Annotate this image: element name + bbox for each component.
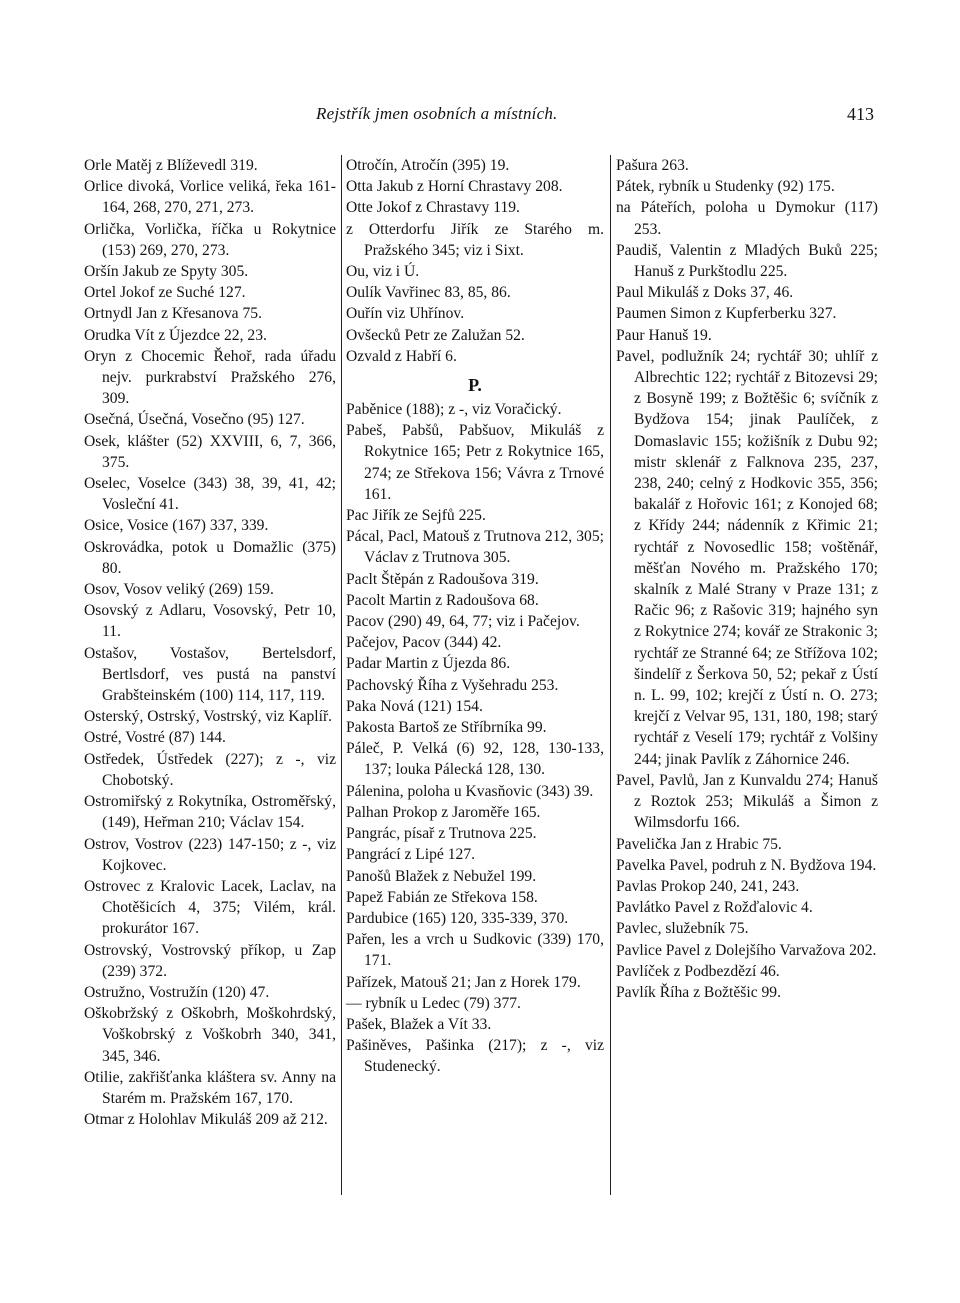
index-entry: Osečná, Úsečná, Vosečno (95) 127.	[84, 411, 305, 429]
index-entry: Pavlátko Pavel z Rožďalovic 4.	[616, 899, 813, 917]
index-entry: Pangrácí z Lipé 127.	[346, 846, 476, 864]
index-entry: Pavlík Říha z Božtěšic 99.	[616, 983, 782, 1001]
index-entry: Páleč, P. Velká (6) 92, 128, 130-133, 137; louka Pálecká 128, 130.	[346, 740, 604, 779]
index-entry: Oselec, Voselce (343) 38, 39, 41, 42; Vosleční 41.	[84, 475, 336, 514]
index-entry: Pavelička Jan z Hrabic 75.	[616, 835, 782, 853]
index-entry: Otte Jokof z Chrastavy 119.	[346, 199, 520, 217]
index-entry: Pačejov, Pacov (344) 42.	[346, 634, 502, 652]
index-entry: Pavel, Pavlů, Jan z Kunvaldu 274; Hanuš z Roztok 253; Mikuláš a Šimon z Wilmsdorfu 166.	[616, 771, 878, 832]
index-entry: Orlička, Vorlička, říčka u Rokytnice (153) 269, 270, 273.	[84, 220, 336, 259]
index-entry: Paul Mikuláš z Doks 37, 46.	[616, 284, 794, 302]
index-entry: Pakosta Bartoš ze Stříbrníka 99.	[346, 719, 547, 737]
index-entry: Pardubice (165) 120, 335-339, 370.	[346, 909, 569, 927]
index-entry: Osovský z Adlaru, Vosovský, Petr 10, 11.	[84, 602, 336, 641]
index-entry: Pavel, podlužník 24; rychtář 30; uhlíř z Albrechtic 122; rychtář z Bitozevsi 29; z Bosyně 199; z Božtěšic 6; svíčník z Bydžova 154; jinak Paulíček, z Domaslavic 155; kožišník z Dubu 92; mistr sklenář z Falknova 235, 237, 238, 240; celný z Hodkovic 355, 356; bakalář z Hořovic 161; z Konojed 68; z Křídy 244; nádenník z Křimic 21; rychtář z Novosedlic 158; voštěnář, měšťan Nového m. Pražského 170; skalník z Malé Strany v Praze 131; z Račic 96; z Rašovic 319; hajného syn z Rokytnice 274; kovář ze Strakonic 3; rychtář ze Stranné 64; ze Střížova 102; šindelíř z Šerkova 50, 52; pekař z Ústí n. L. 99, 102; krejčí z Ústí n. O. 273; krejčí z Velvar 95, 131, 180, 198; starý rychtář z Veselí 179; rychtář z Volšiny 244; jinak Pavlík z Záhornice 246.	[616, 347, 878, 768]
index-column-2	[346, 155, 604, 1078]
index-entry: Oršín Jakub ze Spyty 305.	[84, 263, 249, 281]
index-entry: Osice, Vosice (167) 337, 339.	[84, 517, 269, 535]
index-entry: Ortnydl Jan z Křesanova 75.	[84, 305, 262, 323]
index-entry: Ostrovský, Vostrovský příkop, u Zap (239) 372.	[84, 941, 336, 980]
index-entry: Pařen, les a vrch u Sudkovic (339) 170, 171.	[346, 931, 604, 970]
index-entry: Otmar z Holohlav Mikuláš 209 až 212.	[84, 1111, 328, 1129]
index-entry: Ostré, Vostré (87) 144.	[84, 729, 226, 747]
index-entry: Pátek, rybník u Studenky (92) 175.	[616, 178, 835, 196]
index-entry: Paběnice (188); z -, viz Voračický.	[346, 401, 562, 419]
index-entry: Oryn z Chocemic Řehoř, rada úřadu nejv. purkrabství Pražského 276, 309.	[84, 347, 336, 408]
index-entry: Otta Jakub z Horní Chrastavy 208.	[346, 178, 563, 196]
index-entry: Palhan Prokop z Jaroměře 165.	[346, 803, 541, 821]
index-column-1	[84, 155, 336, 1130]
index-entry: Pabeš, Pabšů, Pabšuov, Mikuláš z Rokytnice 165; Petr z Rokytnice 165, 274; ze Střekova 156; Vávra z Trnové 161.	[346, 422, 604, 503]
index-entry: Pašiněves, Pašinka (217); z -, viz Studenecký.	[346, 1037, 604, 1076]
index-entry: Panošů Blažek z Nebužel 199.	[346, 867, 537, 885]
index-entry: Ou, viz i Ú.	[346, 263, 420, 281]
index-entry: Paumen Simon z Kupferberku 327.	[616, 305, 837, 323]
index-entry: Pavlice Pavel z Dolejšího Varvažova 202.	[616, 941, 877, 959]
index-entry: Paka Nová (121) 154.	[346, 697, 483, 715]
index-entry: Ostředek, Ústředek (227); z -, viz Chobotský.	[84, 750, 336, 789]
index-entry: Oulík Vavřinec 83, 85, 86.	[346, 284, 511, 302]
index-entry: Ostašov, Vostašov, Bertelsdorf, Bertlsdorf, ves pustá na panství Grabšteinském (100) 114, 117, 119.	[84, 644, 336, 705]
index-entry: Ortel Jokof ze Suché 127.	[84, 284, 246, 302]
index-entry: Orle Matěj z Blíževedl 319.	[84, 157, 258, 174]
index-entry: Ostrov, Vostrov (223) 147-150; z -, viz Kojkovec.	[84, 835, 336, 874]
index-entry: Oškobržský z Oškobrh, Moškohrdský, Voškobrský z Voškobrh 340, 341, 345, 346.	[84, 1005, 336, 1065]
index-entry: Pangrác, písař z Trutnova 225.	[346, 825, 537, 843]
index-entry: Pašek, Blažek a Vít 33.	[346, 1015, 492, 1033]
index-entry: z Otterdorfu Jiřík ze Starého m. Pražského 345; viz i Sixt.	[346, 220, 604, 259]
index-entry: Pařízek, Matouš 21; Jan z Horek 179.	[346, 973, 581, 991]
index-column-3	[616, 155, 878, 1003]
index-entry: Pavelka Pavel, podruh z N. Bydžova 194.	[616, 856, 877, 874]
index-entry: Ouřín viz Uhřínov.	[346, 305, 465, 323]
index-entry: Otročín, Atročín (395) 19.	[346, 157, 510, 174]
index-entry: Paudiš, Valentin z Mladých Buků 225; Hanuš z Purkštodlu 225.	[616, 241, 878, 281]
column-divider	[341, 155, 342, 1195]
index-entry: Padar Martin z Újezda 86.	[346, 655, 511, 673]
index-entry: Pavlec, služebník 75.	[616, 920, 749, 938]
index-entry: Pavlas Prokop 240, 241, 243.	[616, 877, 800, 895]
index-entry: Ostrovec z Kralovic Lacek, Laclav, na Chotěšicích 4, 375; Vilém, král. prokurátor 167.	[84, 877, 336, 938]
index-entry: Ozvald z Habří 6.	[346, 347, 457, 365]
index-entry: Pašura 263.	[616, 157, 689, 174]
index-entry: Ostružno, Vostružín (120) 47.	[84, 983, 270, 1001]
index-entry: Otilie, zakřišťanka kláštera sv. Anny na Starém m. Pražském 167, 170.	[84, 1068, 336, 1107]
index-entry: Pac Jiřík ze Sejfů 225.	[346, 507, 486, 525]
index-entry: Pacolt Martin z Radoušova 68.	[346, 591, 539, 609]
index-entry: Papež Fabián ze Střekova 158.	[346, 888, 538, 906]
index-entry: — rybník u Ledec (79) 377.	[346, 994, 521, 1012]
index-entry: Ovšecků Petr ze Zalužan 52.	[346, 326, 525, 344]
index-entry: Ostromiřský z Rokytníka, Ostroměřský, (149), Heřman 210; Václav 154.	[84, 793, 336, 832]
index-entry: Osterský, Ostrský, Vostrský, viz Kaplíř.	[84, 708, 333, 726]
section-letter: P.	[468, 375, 482, 396]
index-entry: Pálenina, poloha u Kvasňovic (343) 39.	[346, 782, 594, 800]
index-entry: Osov, Vosov veliký (269) 159.	[84, 581, 274, 599]
index-entry: Osek, klášter (52) XXVIII, 6, 7, 366, 375.	[84, 432, 336, 471]
running-title: Rejstřík jmen osobních a místních.	[316, 104, 558, 123]
index-entry: Pavlíček z Podbezdězí 46.	[616, 962, 780, 980]
index-entry: Paur Hanuš 19.	[616, 326, 712, 344]
index-entry: Orudka Vít z Újezdce 22, 23.	[84, 326, 267, 344]
index-entry: Paclt Štěpán z Radoušova 319.	[346, 570, 539, 588]
column-divider	[610, 155, 611, 1195]
index-entry: Pacov (290) 49, 64, 77; viz i Pačejov.	[346, 613, 580, 631]
index-entry: Pachovský Říha z Vyšehradu 253.	[346, 676, 559, 694]
page-number: 413	[847, 104, 874, 124]
index-entry: Oskrovádka, potok u Domažlic (375) 80.	[84, 538, 336, 577]
index-entry: Pácal, Pacl, Matouš z Trutnova 212, 305; Václav z Trutnova 305.	[346, 528, 604, 567]
index-entry: na Páteřích, poloha u Dymokur (117) 253.	[616, 199, 878, 238]
index-entry: Orlice divoká, Vorlice veliká, řeka 161-164, 268, 270, 271, 273.	[84, 178, 336, 217]
